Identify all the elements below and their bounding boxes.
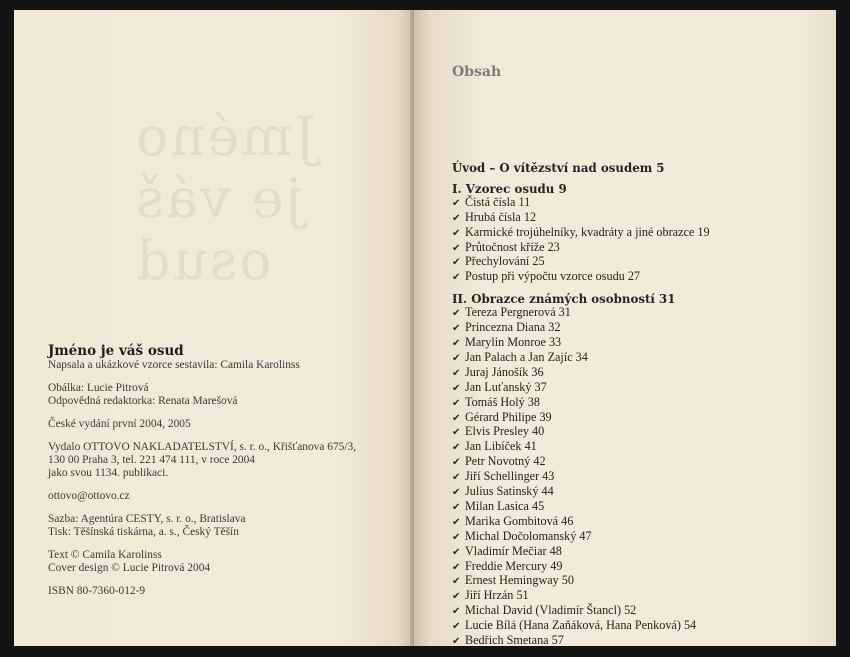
check-icon: ✔ (452, 352, 461, 364)
imprint (48, 344, 388, 598)
check-icon: ✔ (452, 606, 461, 618)
check-icon: ✔ (452, 382, 461, 394)
toc-entry-label: Princezna Diana 32 (465, 320, 561, 335)
toc-entry-label: Bedřich Smetana 57 (465, 633, 564, 648)
toc-entry-label: Jan Palach a Jan Zajíc 34 (465, 349, 588, 364)
check-icon: ✔ (452, 257, 461, 269)
toc-entry (452, 411, 822, 426)
toc-sections (452, 183, 822, 649)
check-icon: ✔ (452, 337, 461, 349)
toc-entry (452, 574, 822, 589)
publisher-line: 130 00 Praha 3, tel. 221 474 111, v roce 2004 (48, 453, 255, 466)
check-icon: ✔ (452, 472, 461, 484)
toc-entry-label: Marylin Monroe 33 (465, 334, 562, 349)
check-icon: ✔ (452, 546, 461, 558)
right-page (414, 10, 836, 646)
toc-entry (452, 485, 822, 500)
toc-entry-label: Elvis Presley 40 (465, 424, 545, 439)
cover-credit: Obálka: Lucie Pitrová (48, 381, 149, 394)
toc-entry-label: Karmické trojúhelníky, kvadráty a jiné obrazce 19 (465, 224, 710, 239)
toc-entry (452, 470, 822, 485)
toc-entry (452, 255, 822, 270)
toc-entry (452, 196, 822, 211)
check-icon: ✔ (452, 272, 461, 284)
toc-entry (452, 500, 822, 515)
check-icon: ✔ (452, 487, 461, 499)
toc-entry (452, 226, 822, 241)
check-icon: ✔ (452, 636, 461, 648)
left-page (14, 10, 412, 646)
check-icon: ✔ (452, 531, 461, 543)
toc-entry (452, 351, 822, 366)
toc-entry (452, 241, 822, 256)
editor-credit: Odpovědná redaktorka: Renata Marešová (48, 395, 238, 408)
toc-entry (452, 560, 822, 575)
toc-entry (452, 270, 822, 285)
toc-entry-label: Michal David (Vladimír Štancl) 52 (465, 603, 637, 618)
printing-credit: Tisk: Těšínská tiskárna, a. s., Český Těšín (48, 526, 239, 539)
toc-entry-label: Marika Gombitová 46 (465, 513, 574, 528)
toc-entry (452, 321, 822, 336)
check-icon: ✔ (452, 427, 461, 439)
publisher-line: Vydalo OTTOVO NAKLADATELSTVÍ, s. r. o., Křišťanova 675/3, (48, 440, 357, 453)
toc-entry-label: Lucie Bílá (Hana Zaňáková, Hana Penková) 54 (465, 618, 697, 633)
check-icon: ✔ (452, 227, 461, 239)
check-icon: ✔ (452, 308, 461, 320)
toc-entry-label: Jan Luťanský 37 (465, 379, 547, 394)
toc-entry-label: Freddie Mercury 49 (465, 558, 563, 573)
toc-entry-label: Juraj Jánošík 36 (465, 364, 544, 379)
toc-entry (452, 619, 822, 634)
book-title: Jméno je váš osud (48, 343, 184, 359)
toc-entry-label: Hrubá čísla 12 (465, 209, 537, 224)
toc-entry-label: Čistá čísla 11 (465, 194, 531, 209)
toc-section (452, 293, 822, 649)
bleed-through-text: Jméno je váš osud (134, 105, 317, 292)
check-icon: ✔ (452, 561, 461, 573)
toc-section-title: II. Obrazce známých osobností 31 (452, 292, 676, 307)
check-icon: ✔ (452, 212, 461, 224)
check-icon: ✔ (452, 501, 461, 513)
toc-entry (452, 515, 822, 530)
toc-entry (452, 366, 822, 381)
toc-section-title: I. Vzorec osudu 9 (452, 181, 567, 196)
toc-entry (452, 455, 822, 470)
check-icon: ✔ (452, 397, 461, 409)
toc-entry-label: Gérard Philipe 39 (465, 409, 552, 424)
toc-entry-label: Julius Satinský 44 (465, 484, 554, 499)
toc-entry-label: Průtočnost kříže 23 (465, 239, 560, 254)
toc-entry-label: Jiří Hrzán 51 (465, 588, 529, 603)
check-icon: ✔ (452, 516, 461, 528)
typesetting-credit: Sazba: Agentúra CESTY, s. r. o., Bratislava (48, 512, 246, 525)
toc-entry (452, 211, 822, 226)
email-line: ottovo@ottovo.cz (48, 490, 130, 503)
check-icon: ✔ (452, 197, 461, 209)
toc-entry (452, 425, 822, 440)
publisher-line: jako svou 1134. publikaci. (48, 467, 169, 480)
toc-entry (452, 604, 822, 619)
table-of-contents (452, 162, 822, 657)
toc-entry (452, 634, 822, 649)
check-icon: ✔ (452, 621, 461, 633)
toc-entry (452, 306, 822, 321)
check-icon: ✔ (452, 457, 461, 469)
check-icon: ✔ (452, 442, 461, 454)
book-spread (14, 10, 836, 646)
toc-section (452, 183, 822, 285)
toc-entry-label: Přechylování 25 (465, 254, 545, 269)
toc-entry (452, 530, 822, 545)
toc-entry-label: Petr Novotný 42 (465, 454, 546, 469)
check-icon: ✔ (452, 591, 461, 603)
toc-entry-label: Postup při výpočtu vzorce osudu 27 (465, 269, 641, 284)
toc-heading: Obsah (452, 64, 502, 80)
design-copyright: Cover design © Lucie Pitrová 2004 (48, 562, 211, 575)
toc-entry-label: Ernest Hemingway 50 (465, 573, 574, 588)
check-icon: ✔ (452, 367, 461, 379)
toc-entry-label: Jiří Schellinger 43 (465, 469, 555, 484)
toc-entry (452, 545, 822, 560)
toc-entry-label: Vladimír Mečiar 48 (465, 543, 562, 558)
edition-line: České vydání první 2004, 2005 (48, 417, 191, 430)
isbn-line: ISBN 80-7360-012-9 (48, 585, 146, 598)
check-icon: ✔ (452, 576, 461, 588)
authorship-line: Napsala a ukázkové vzorce sestavila: Camila Karolinss (48, 359, 300, 371)
toc-entry (452, 440, 822, 455)
toc-intro: Úvod – O vítězství nad osudem 5 (452, 161, 665, 175)
toc-entry-label: Jan Libíček 41 (465, 439, 537, 454)
text-copyright: Text © Camila Karolinss (48, 548, 162, 561)
toc-entry (452, 336, 822, 351)
check-icon: ✔ (452, 323, 461, 335)
toc-entry (452, 381, 822, 396)
toc-entry (452, 396, 822, 411)
toc-entry (452, 589, 822, 604)
check-icon: ✔ (452, 412, 461, 424)
toc-entry-label: Milan Lasica 45 (465, 498, 545, 513)
check-icon: ✔ (452, 242, 461, 254)
toc-entry-label: Tereza Pergnerová 31 (465, 305, 571, 320)
toc-entry-label: Michal Dočolomanský 47 (465, 528, 592, 543)
toc-entry-label: Tomáš Holý 38 (465, 394, 540, 409)
